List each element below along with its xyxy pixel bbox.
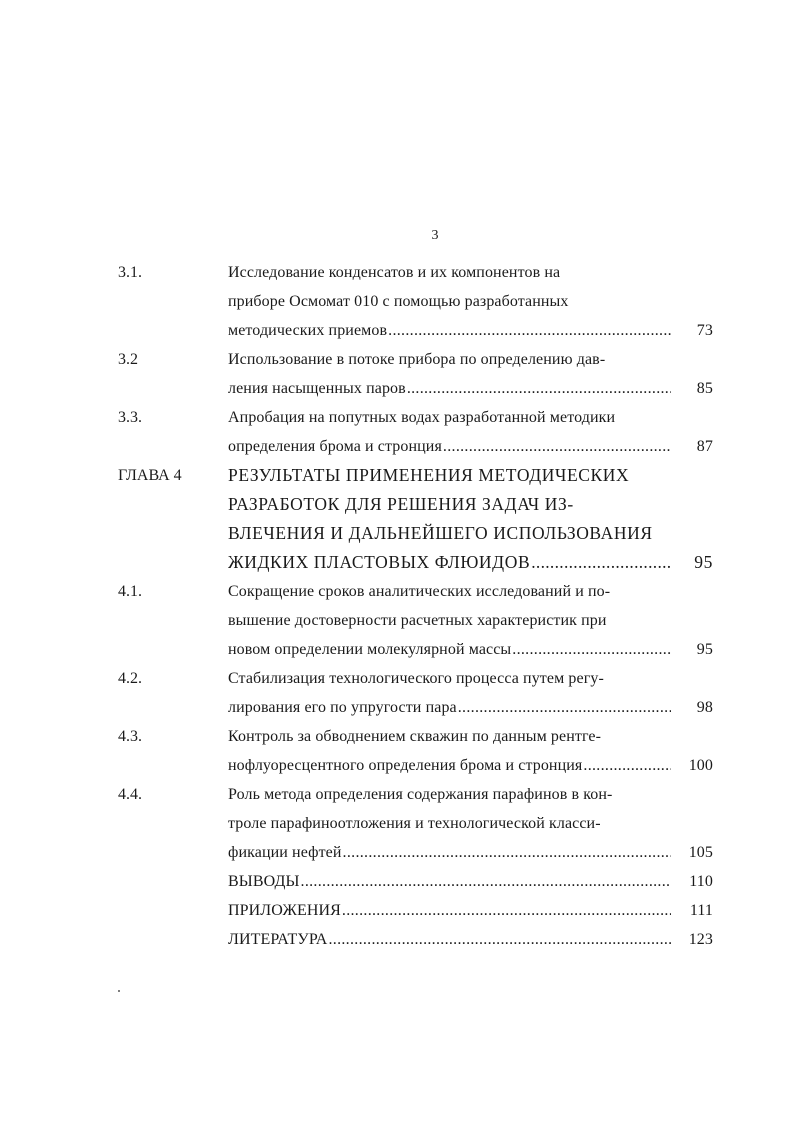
toc-entry-text-line: Сокращение сроков аналитических исследований и по- [228,583,611,600]
dot-leader [458,693,671,722]
toc-entry-last-text: методических приемов [228,322,388,339]
toc-entry-text-line: Использование в потоке прибора по определению дав- [228,351,606,368]
toc-entry [0,461,793,577]
toc-entry [0,722,793,780]
toc-entry-number: ГЛАВА 4 [118,467,182,484]
toc-page-number: 87 [696,438,713,455]
toc-entry-text-line: вышение достоверности расчетных характеристик при [228,612,607,629]
toc-entry [0,925,793,954]
table-of-contents [0,258,793,954]
toc-entry-last-text: определения брома и стронция [228,438,442,455]
toc-entry-leader-line [228,751,713,780]
toc-entry-text-line: РЕЗУЛЬТАТЫ ПРИМЕНЕНИЯ МЕТОДИЧЕСКИХ [228,465,630,485]
toc-entry-text-line: Контроль за обводнением скважин по данным рентге- [228,728,602,745]
dot-leader [512,635,671,664]
toc-page-number: 110 [689,873,713,890]
dot-leader [407,374,671,403]
toc-entry-last-text: лирования его по упругости пара [228,699,457,716]
toc-entry-leader-line [228,374,713,403]
dot-leader [301,867,671,896]
toc-entry-text-line: Роль метода определения содержания парафинов в кон- [228,786,613,803]
toc-entry [0,780,793,867]
toc-entry [0,258,793,345]
toc-entry-leader-line [228,432,713,461]
toc-page-number: 100 [688,757,713,774]
toc-entry-leader-line [228,635,713,664]
toc-entry-number: 3.2 [118,351,138,368]
toc-entry-leader-line [228,838,713,867]
toc-page-number: 111 [689,902,713,919]
toc-page-number: 95 [694,552,713,572]
toc-entry-number: 3.3. [118,409,142,426]
toc-page-number: 95 [696,641,713,658]
toc-page-number: 105 [688,844,713,861]
toc-entry-number: 4.2. [118,670,142,687]
toc-page-number: 123 [688,931,713,948]
toc-entry-leader-line [228,693,713,722]
toc-entry [0,896,793,925]
toc-entry-text-line: Апробация на попутных водах разработанной методики [228,409,616,426]
toc-entry-leader-line [228,548,713,577]
toc-entry-text-line: приборе Осмомат 010 с помощью разработанных [228,293,569,310]
toc-entry-text-line: Стабилизация технологического процесса путем регу- [228,670,604,687]
scan-speck [118,990,120,992]
toc-entry-text-line: Исследование конденсатов и их компонентов на [228,264,561,281]
toc-entry-last-text: ВЫВОДЫ [228,873,300,890]
toc-entry-number: 4.1. [118,583,142,600]
dot-leader [342,896,671,925]
toc-entry-text-line: ВЛЕЧЕНИЯ И ДАЛЬНЕЙШЕГО ИСПОЛЬЗОВАНИЯ [228,523,653,543]
dot-leader [328,925,671,954]
toc-entry-leader-line [228,867,713,896]
toc-entry [0,664,793,722]
toc-entry-leader-line [228,896,713,925]
toc-entry-leader-line [228,925,713,954]
toc-entry-leader-line [228,316,713,345]
toc-page-number: 98 [696,699,713,716]
toc-entry-last-text: ЛИТЕРАТУРА [228,931,328,948]
toc-entry [0,867,793,896]
dot-leader [343,838,671,867]
toc-entry-text-line: РАЗРАБОТОК ДЛЯ РЕШЕНИЯ ЗАДАЧ ИЗ- [228,494,574,514]
toc-entry-last-text: нофлуоресцентного определения брома и стронция [228,757,583,774]
toc-entry-text-line: троле парафиноотложения и технологической класси- [228,815,601,832]
toc-page-number: 85 [696,380,713,397]
toc-entry [0,577,793,664]
toc-entry-last-text: ЖИДКИХ ПЛАСТОВЫХ ФЛЮИДОВ [228,552,531,572]
toc-entry-last-text: ления насыщенных паров [228,380,406,397]
toc-entry-number: 4.3. [118,728,142,745]
toc-page-number: 73 [696,322,713,339]
page-number: 3 [431,228,439,243]
toc-entry-number: 3.1. [118,264,142,281]
dot-leader [388,316,671,345]
dot-leader [531,548,671,577]
toc-entry-number: 4.4. [118,786,142,803]
toc-entry-last-text: фикации нефтей [228,844,342,861]
dot-leader [583,751,671,780]
toc-entry [0,403,793,461]
dot-leader [443,432,671,461]
toc-entry [0,345,793,403]
toc-entry-last-text: ПРИЛОЖЕНИЯ [228,902,341,919]
toc-entry-last-text: новом определении молекулярной массы [228,641,512,658]
